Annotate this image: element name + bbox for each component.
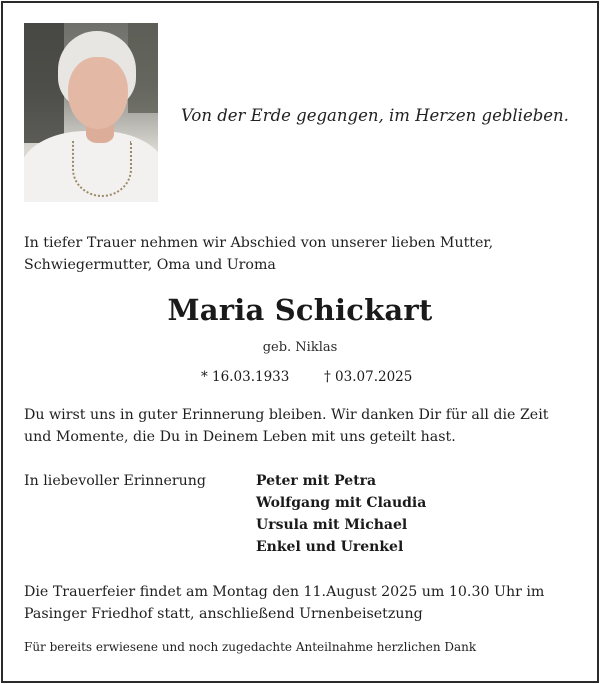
mourners-list	[256, 470, 426, 558]
portrait-photo	[24, 23, 158, 202]
memory-text: Du wirst uns in guter Erinnerung bleiben. Wir danken Dir für all die Zeit und Momente, die Du in Deinem Leben mit uns geteilt hast.	[24, 407, 549, 445]
birth-name: geb. Niklas	[262, 340, 338, 355]
mourner-item: Ursula mit Michael	[256, 517, 408, 533]
mourner-item: Wolfgang mit Claudia	[256, 495, 427, 511]
deceased-name: Maria Schickart	[167, 293, 433, 327]
loving-memory-label: In liebevoller Erinnerung	[24, 473, 207, 489]
motto-text: Von der Erde gegangen, im Herzen geblieben.	[181, 106, 569, 125]
birth-date: * 16.03.1933	[201, 369, 290, 385]
death-date: † 03.07.2025	[324, 369, 413, 385]
funeral-info: Die Trauerfeier findet am Montag den 11.August 2025 um 10.30 Uhr im Pasinger Friedhof statt, anschließend Urnenbeisetzung	[24, 584, 545, 622]
mourner-item: Enkel und Urenkel	[256, 539, 404, 555]
mourner-item: Peter mit Petra	[256, 473, 377, 489]
thanks-text: Für bereits erwiesene und noch zugedachte Anteilnahme herzlichen Dank	[24, 640, 477, 654]
intro-text: In tiefer Trauer nehmen wir Abschied von unserer lieben Mutter, Schwiegermutter, Oma und Uroma	[24, 235, 494, 273]
